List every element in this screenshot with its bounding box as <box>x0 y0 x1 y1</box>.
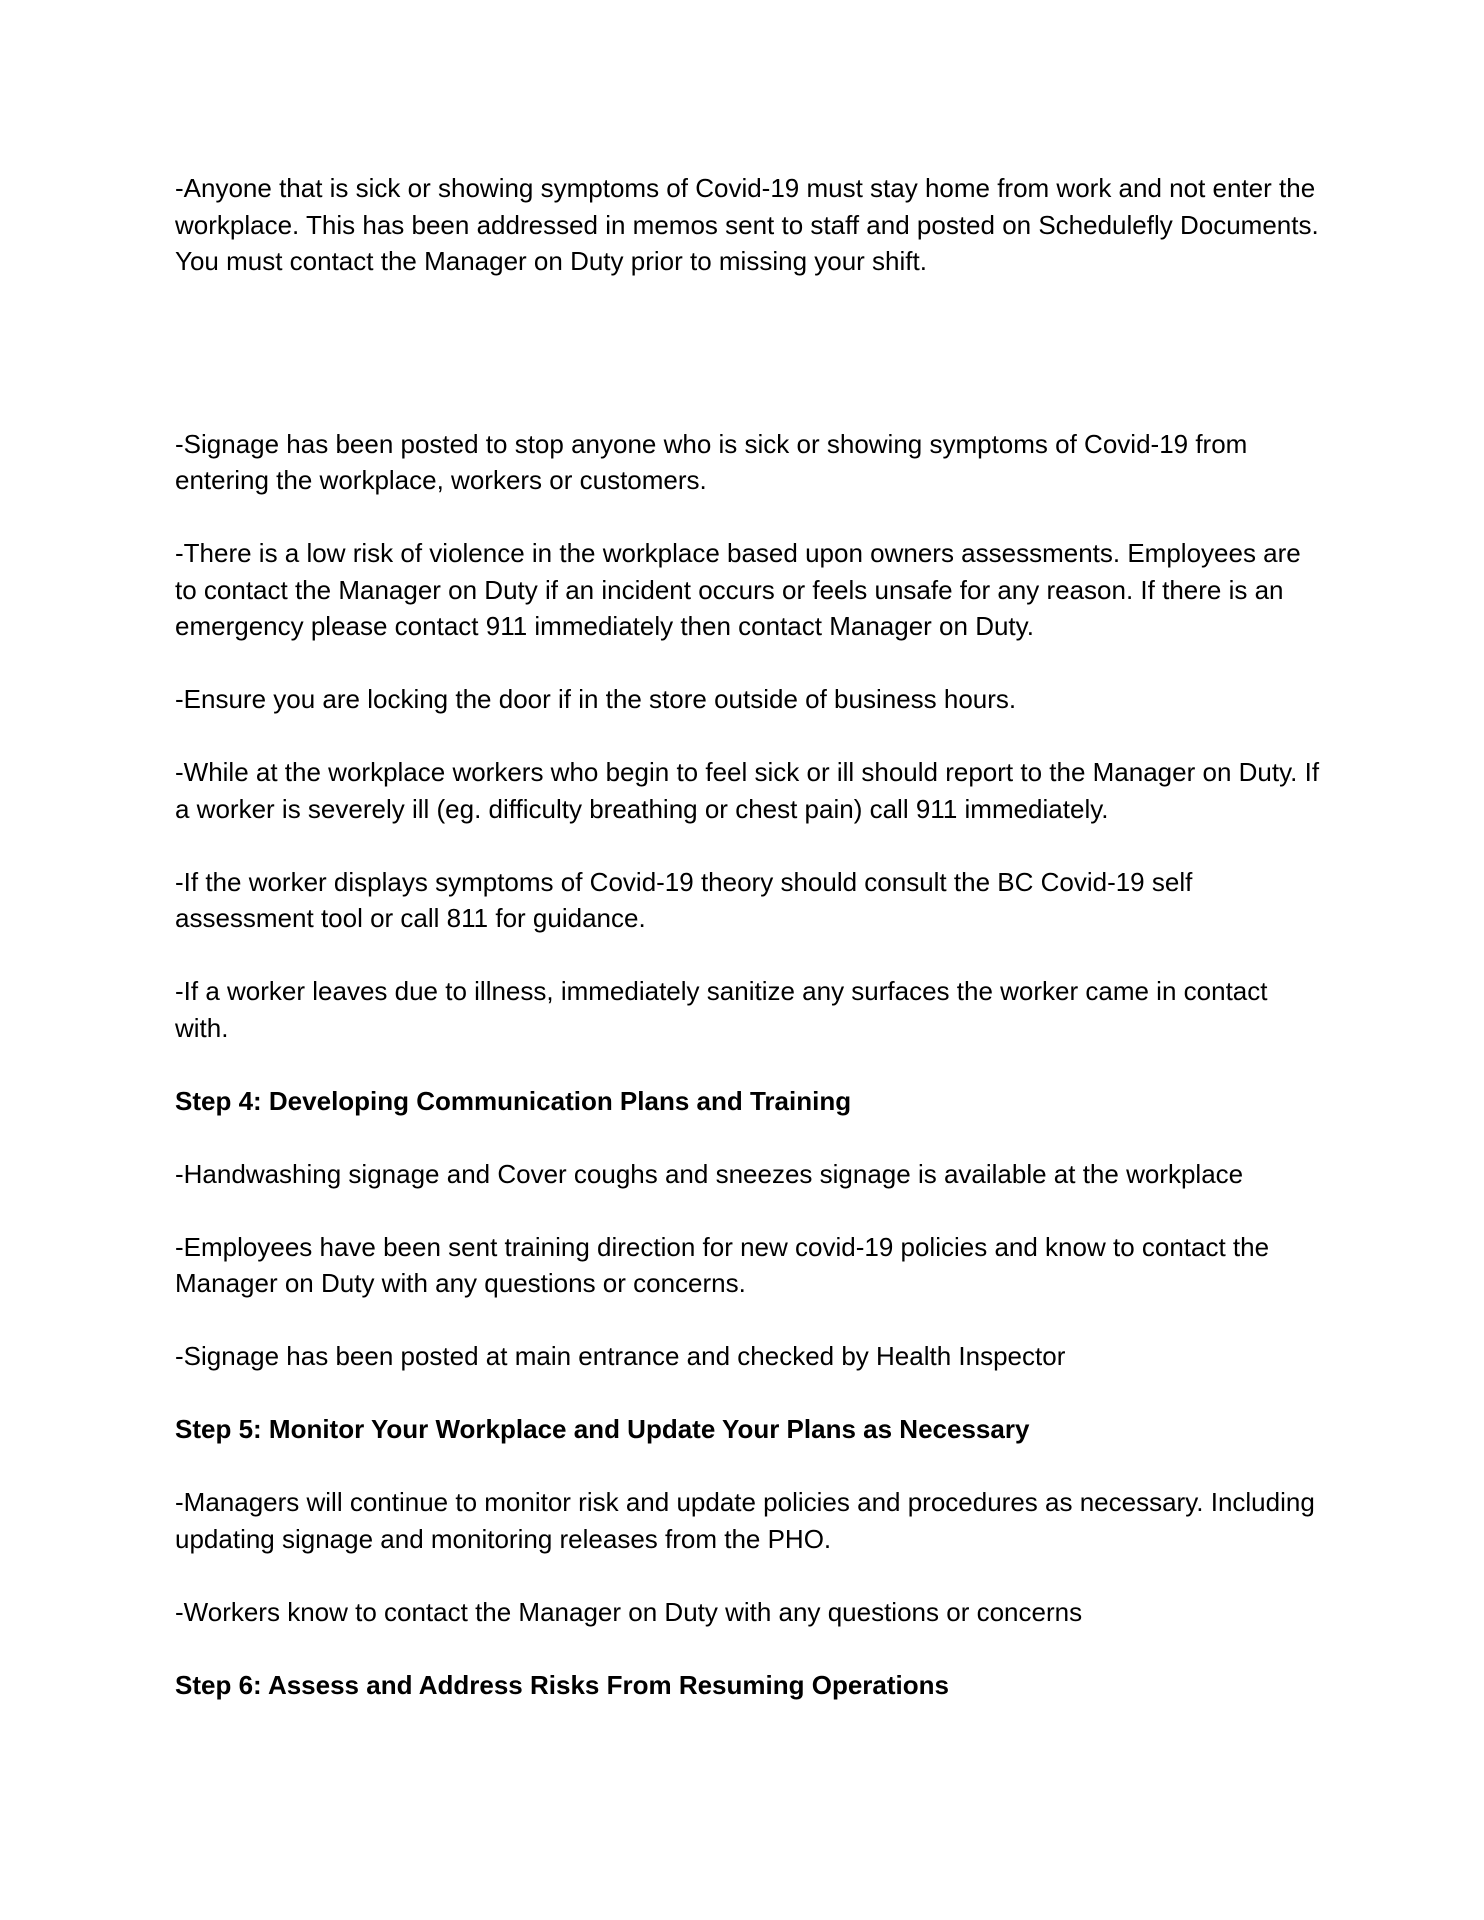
paragraph-signage-sick: -Signage has been posted to stop anyone who is sick or showing symptoms of Covid-19 from entering the workplace, workers or customers. <box>175 428 1248 495</box>
paragraph-gap <box>175 937 1325 974</box>
paragraph-sanitize: -If a worker leaves due to illness, immediately sanitize any surfaces the worker came in contact with. <box>175 976 1268 1043</box>
paragraph-gap <box>175 1302 1325 1339</box>
heading-step-5: Step 5: Monitor Your Workplace and Update Your Plans as Necessary <box>175 1414 1030 1444</box>
paragraph-contact-manager: -Workers know to contact the Manager on Duty with any questions or concerns <box>175 1596 1083 1627</box>
paragraph-gap <box>175 1192 1325 1229</box>
paragraph-gap <box>175 499 1325 536</box>
paragraph-gap <box>175 1119 1325 1156</box>
paragraph-gap <box>175 1046 1325 1083</box>
paragraph-stay-home: -Anyone that is sick or showing symptoms of Covid-19 must stay home from work and not enter the workplace. This has been addressed in memos sent to staff and posted on Schedulefly Documents. You must contact the Manager on Duty prior to missing your shift. <box>175 173 1319 276</box>
paragraph-training-direction: -Employees have been sent training direction for new covid-19 policies and know to contact the Manager on Duty with any questions or concerns. <box>175 1231 1270 1298</box>
paragraph-violence-risk: -There is a low risk of violence in the workplace based upon owners assessments. Employees are to contact the Manager on Duty if an incident occurs or feels unsafe for any reason. If there is an emergency please contact 911 immediately then contact Manager on Duty. <box>175 538 1301 641</box>
paragraph-lock-door: -Ensure you are locking the door if in the store outside of business hours. <box>175 684 1017 714</box>
paragraph-feel-sick: -While at the workplace workers who begin to feel sick or ill should report to the Manager on Duty. If a worker is severely ill (eg. difficulty breathing or chest pain) call 911 immediately. <box>175 757 1320 824</box>
heading-step-4: Step 4: Developing Communication Plans and Training <box>175 1085 852 1116</box>
paragraph-gap <box>175 1375 1325 1412</box>
paragraph-handwashing-signage: -Handwashing signage and Cover coughs and sneezes signage is available at the workplace <box>175 1158 1244 1189</box>
document-body <box>175 170 1325 1703</box>
paragraph-self-assessment: -If the worker displays symptoms of Covid-19 theory should consult the BC Covid-19 self assessment tool or call 811 for guidance. <box>175 866 1193 933</box>
paragraph-gap <box>175 1557 1325 1594</box>
paragraph-entrance-signage: -Signage has been posted at main entrance and checked by Health Inspector <box>175 1341 1066 1371</box>
heading-step-6: Step 6: Assess and Address Risks From Resuming Operations <box>175 1669 949 1700</box>
paragraph-gap <box>175 1448 1325 1485</box>
paragraph-gap <box>175 718 1325 755</box>
paragraph-gap <box>175 827 1325 864</box>
paragraph-monitor-risk: -Managers will continue to monitor risk and update policies and procedures as necessary. Including updating signage and monitoring releases from the PHO. <box>175 1487 1315 1554</box>
paragraph-gap <box>175 645 1325 682</box>
paragraph-gap <box>175 1630 1325 1667</box>
blank-space <box>175 280 1325 426</box>
